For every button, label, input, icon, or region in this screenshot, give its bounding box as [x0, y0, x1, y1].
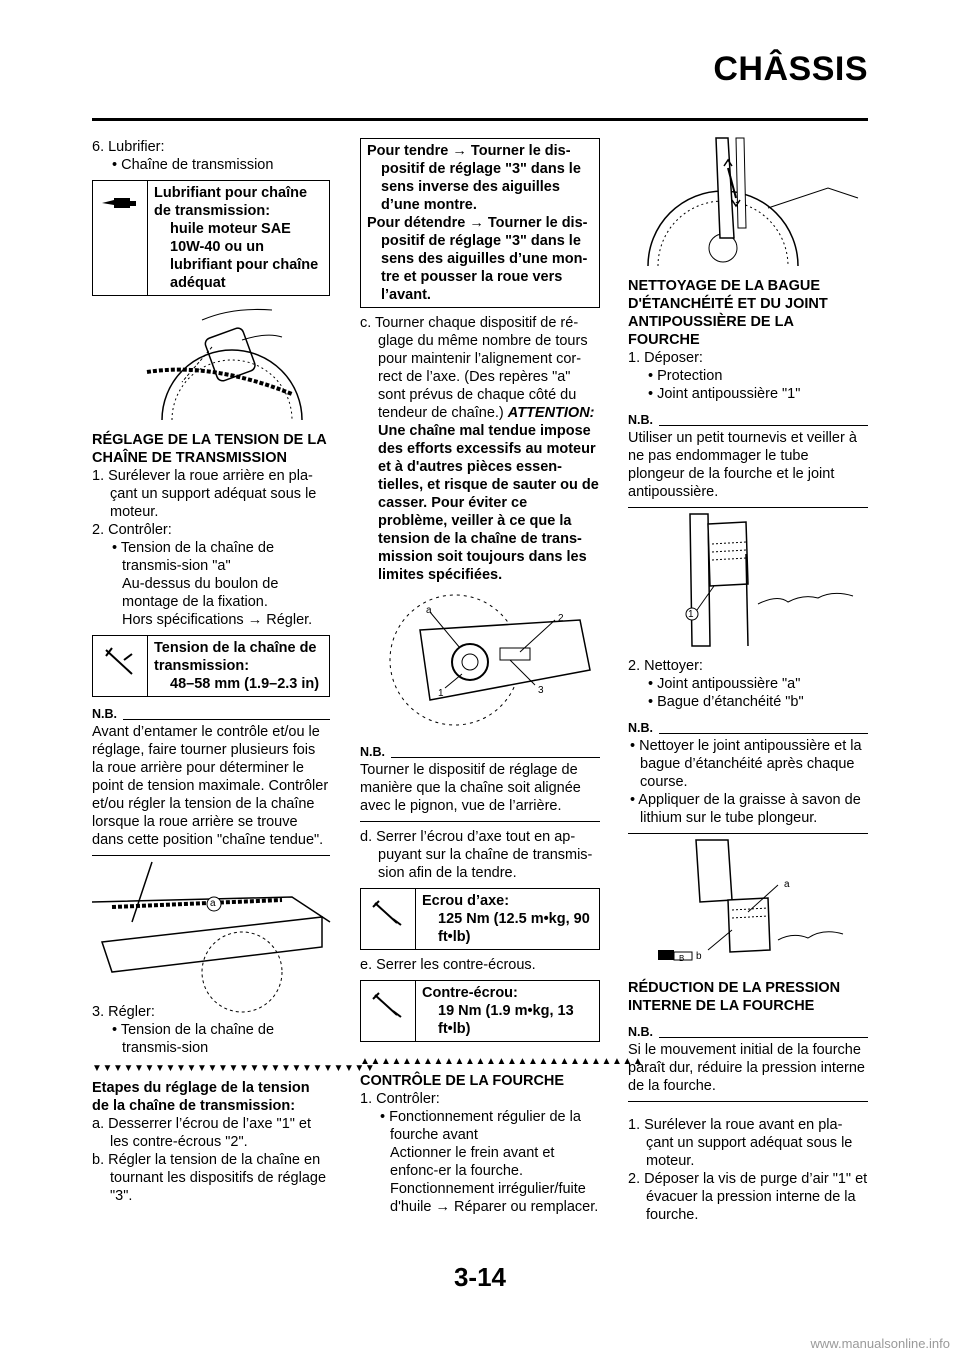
- page-number: 3-14: [453, 1262, 507, 1292]
- step-c-text: c. Tourner chaque dispositif de ré-glage du même nombre de tours pour maintenir l’alignement cor-rect de l’axe. (Des repères "a" sont prévus de chaque côté du tendeur de chaîne.): [360, 315, 588, 421]
- note-block-1: [92, 705, 330, 856]
- note-block-3: [628, 411, 868, 508]
- tension-spec-label: Tension de la chaîne de transmission:: [154, 640, 317, 674]
- axle-nut-spec-value: 125 Nm (12.5 m•kg, 90 ft•lb): [438, 911, 590, 945]
- lubricant-spec-label: Lubrifiant pour chaîne de transmission:: [154, 185, 308, 219]
- bullet-fork-operation: • Fonctionnement régulier de la fourche avant: [380, 1109, 581, 1143]
- bullet-dust-seal-a: • Joint antipoussière "a": [648, 676, 801, 692]
- watermark: www.manualsonline.info: [810, 1336, 950, 1351]
- tension-spec-box: [92, 635, 330, 697]
- adjuster-label-3: 3: [538, 685, 544, 696]
- note-block-5: [628, 1023, 868, 1102]
- tension-direction-box: [360, 138, 600, 308]
- column-left: [92, 138, 376, 1205]
- step-raise-wheel: 1. Surélever la roue arrière en pla-çant un support adéquat sous le moteur.: [92, 468, 317, 520]
- bullet-dust-seal: • Joint antipoussière "1": [648, 386, 801, 402]
- step-remove: 1. Déposer:: [628, 350, 703, 366]
- seal-grease-figure: [628, 840, 868, 973]
- front-fork-figure: [628, 138, 868, 271]
- figure-label-a: a: [210, 898, 216, 909]
- attention-label: ATTENTION:: [507, 405, 595, 421]
- locknut-spec-value: 19 Nm (1.9 m•kg, 13 ft•lb): [438, 1003, 574, 1037]
- oil-can-icon: [93, 181, 148, 295]
- bullet-chain-tension: • Tension de la chaîne de transmis-sion "a": [112, 540, 275, 574]
- chain-adjuster-figure: [360, 590, 600, 735]
- lubricant-spec-value: huile moteur SAE 10W-40 ou un lubrifiant pour chaîne adéquat: [170, 221, 319, 291]
- chain-lubrication-figure: [92, 302, 330, 425]
- steps-title: Etapes du réglage de la tension de la chaîne de transmission:: [92, 1080, 310, 1114]
- steps-end-marker: ▲▲▲▲▲▲▲▲▲▲▲▲▲▲▲▲▲▲▲▲▲▲▲▲▲▲▲: [360, 1056, 644, 1067]
- text-above-bolt: Au-dessus du boulon de montage de la fixation.: [122, 576, 279, 610]
- bullet-oil-seal-b: • Bague d’étanchéité "b": [648, 694, 804, 710]
- note-4-bullet-2: • Appliquer de la graisse à savon de lithium sur le tube plongeur.: [630, 792, 861, 826]
- grease-icon: B: [679, 954, 685, 963]
- locknut-spec-box: [360, 980, 600, 1042]
- axle-nut-spec-box: [360, 888, 600, 950]
- seal-label-a: a: [784, 879, 790, 890]
- column-right: [628, 138, 868, 1224]
- section-pressure-heading: RÉDUCTION DE LA PRESSION INTERNE DE LA FOURCHE: [628, 980, 841, 1014]
- note-text-1: Avant d’entamer le contrôle et/ou le réglage, faire tourner plusieurs fois la roue arrière pour déterminer le point de tension maximale. Contrôler et/ou régler la tension de la chaîne lorsque la roue arrière se trouve dans cette position "chaîne tendue".: [92, 723, 330, 856]
- adjuster-label-2: 2: [558, 613, 564, 624]
- note-text-3: Utiliser un petit tournevis et veiller à ne pas endommager le tube plongeur de la fourche et le joint antipoussière.: [628, 429, 868, 508]
- step-a: a. Desserrer l’écrou de l’axe "1" et les contre-écrous "2".: [92, 1116, 312, 1150]
- step-adjust: 3. Régler:: [92, 1004, 155, 1020]
- section-chain-tension-heading: RÉGLAGE DE LA TENSION DE LA CHAÎNE DE TRANSMISSION: [92, 432, 327, 466]
- note-text-2: Tourner le dispositif de réglage de manière que la chaîne soit alignée avec le pignon, vue de l’arrière.: [360, 761, 600, 822]
- note-label: N.B.: [628, 721, 653, 735]
- step-lubricate: 6. Lubrifier:: [92, 139, 165, 155]
- note-label: N.B.: [360, 745, 385, 759]
- step-e: e. Serrer les contre-écrous.: [360, 957, 536, 973]
- torque-wrench-icon: [361, 981, 416, 1041]
- lubricant-spec-box: [92, 180, 330, 296]
- torque-wrench-icon: [361, 889, 416, 949]
- step-c: [360, 314, 600, 584]
- note-block-2: [360, 743, 600, 822]
- seal-label-b: b: [696, 951, 702, 962]
- tension-spec-value: 48–58 mm (1.9–2.3 in): [170, 676, 320, 692]
- step-check: 2. Contrôler:: [92, 522, 172, 538]
- locknut-spec-label: Contre-écrou:: [422, 985, 518, 1001]
- adjuster-label-1: 1: [438, 688, 444, 699]
- header-rule: [92, 118, 868, 121]
- section-fork-seal-heading: NETTOYAGE DE LA BAGUE D'ÉTANCHÉITÉ ET DU JOINT ANTIPOUSSIÈRE DE LA FOURCHE: [628, 278, 828, 348]
- caliper-icon: [93, 636, 148, 696]
- bullet-chain: • Chaîne de transmission: [112, 157, 274, 173]
- text-apply-brake: Actionner le frein avant et enfonc-er la fourche.: [390, 1145, 555, 1179]
- steps-start-marker: ▼▼▼▼▼▼▼▼▼▼▼▼▼▼▼▼▼▼▼▼▼▼▼▼▼▼▼: [92, 1063, 376, 1074]
- note-block-4: [628, 719, 868, 834]
- attention-text: Une chaîne mal tendue impose des efforts excessifs au moteur et à d'autres pièces essen-tielles, et risque de sauter ou de casser. Pour éviter ce problème, veiller à ce que la tension de la chaîne de trans-mission soit toujours dans les limites spécifiées.: [378, 423, 599, 583]
- step-b: b. Régler la tension de la chaîne en tournant les dispositifs de réglage "3".: [92, 1152, 327, 1204]
- axle-nut-spec-label: Ecrou d’axe:: [422, 893, 510, 909]
- bullet-protector: • Protection: [648, 368, 723, 384]
- note-label: N.B.: [628, 1025, 653, 1039]
- loosen-instruction: Pour détendre → Tourner le dis-positif de réglage "3" dans le sens des aiguilles d’une mon-tre et pousser la roue vers l’avant.: [367, 215, 588, 303]
- step-fork-check: 1. Contrôler:: [360, 1091, 440, 1107]
- step-air-bleed: 2. Déposer la vis de purge d’air "1" et évacuer la pression interne de la fourche.: [628, 1171, 868, 1223]
- step-d: d. Serrer l’écrou d’axe tout en ap-puyant sur la chaîne de transmis-sion afin de la tendre.: [360, 829, 593, 881]
- bullet-adjust-tension: • Tension de la chaîne de transmis-sion: [112, 1022, 275, 1056]
- note-label: N.B.: [92, 707, 117, 721]
- section-fork-check-heading: CONTRÔLE DE LA FOURCHE: [360, 1073, 565, 1089]
- column-middle: [360, 138, 644, 1216]
- swingarm-chain-figure: [92, 862, 330, 997]
- dust-seal-figure: [628, 514, 868, 651]
- note-text-5: Si le mouvement initial de la fourche paraît dur, réduire la pression interne de la fourche.: [628, 1041, 868, 1102]
- tighten-instruction: Pour tendre → Tourner le dis-positif de réglage "3" dans le sens inverse des aiguilles d’une montre.: [367, 143, 581, 213]
- note-label: N.B.: [628, 413, 653, 427]
- page-title: CHÂSSIS: [713, 50, 868, 88]
- dust-seal-label-1: 1: [688, 609, 694, 620]
- step-raise-front: 1. Surélever la roue avant en pla-çant un support adéquat sous le moteur.: [628, 1117, 853, 1169]
- text-irregular: Fonctionnement irrégulier/fuite d'huile → Réparer ou remplacer.: [390, 1181, 599, 1215]
- adjuster-label-a: a: [426, 605, 432, 616]
- note-4-bullet-1: • Nettoyer le joint antipoussière et la bague d’étanchéité après chaque course.: [630, 738, 862, 790]
- step-clean: 2. Nettoyer:: [628, 658, 703, 674]
- text-out-of-spec: Hors spécifications → Régler.: [122, 612, 313, 628]
